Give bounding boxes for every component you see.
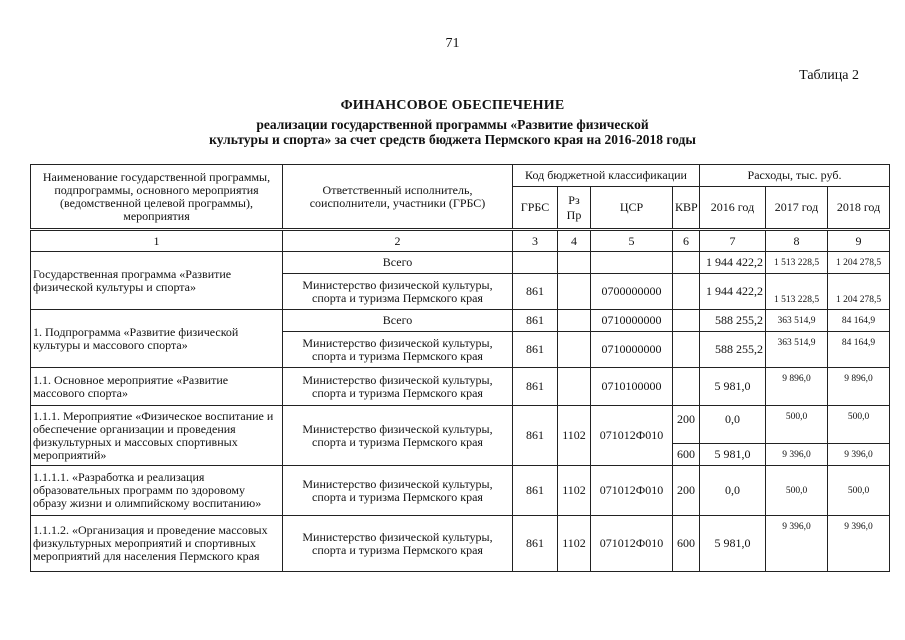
header-row (31, 165, 890, 187)
grbs-code: 861 (513, 516, 558, 572)
financing-table (30, 164, 890, 572)
header-rzpr: Рз Пр (558, 187, 591, 230)
csr-code: 0710000000 (591, 310, 673, 332)
amount-2016: 5 981,0 (700, 516, 766, 572)
table-row (31, 406, 890, 444)
grbs-code: 861 (513, 466, 558, 516)
kvr-code: 200 (673, 466, 700, 516)
measure-name: 1.1.1.2. «Организация и проведение массовых физкультурных мероприятий и спортивных мероприятий для населения Пермского края (31, 516, 283, 572)
table-row (31, 252, 890, 274)
executor: Министерство физической культуры, спорта и туризма Пермского края (283, 274, 513, 310)
table-row (31, 368, 890, 406)
header-csr: ЦСР (591, 187, 673, 230)
grbs-code: 861 (513, 332, 558, 368)
amount-2017: 363 514,9 (766, 310, 828, 332)
table-row (31, 310, 890, 332)
csr-code: 071012Ф010 (591, 406, 673, 466)
amount-2016: 5 981,0 (700, 444, 766, 466)
subprogram-name: 1. Подпрограмма «Развитие физической культуры и массового спорта» (31, 310, 283, 368)
table-row (31, 516, 890, 572)
col-number: 7 (700, 230, 766, 252)
total-label: Всего (283, 310, 513, 332)
executor: Министерство физической культуры, спорта и туризма Пермского края (283, 368, 513, 406)
amount-2017: 500,0 (766, 466, 828, 516)
grbs-code: 861 (513, 406, 558, 466)
page-number: 71 (445, 36, 460, 51)
amount-2018: 9 396,0 (828, 516, 890, 572)
header-name: Наименование государственной программы, подпрограммы, основного мероприятия (ведомственной целевой программы), мероприятия (31, 165, 283, 230)
amount-2018: 9 896,0 (828, 368, 890, 406)
amount-2018: 1 204 278,5 (828, 252, 890, 274)
total-label: Всего (283, 252, 513, 274)
csr-code: 071012Ф010 (591, 466, 673, 516)
document-title: ФИНАНСОВОЕ ОБЕСПЕЧЕНИЕ (340, 98, 565, 113)
executor: Министерство физической культуры, спорта и туризма Пермского края (283, 406, 513, 466)
col-number: 3 (513, 230, 558, 252)
amount-2018: 84 164,9 (828, 332, 890, 368)
grbs-code: 861 (513, 310, 558, 332)
table-row (31, 466, 890, 516)
amount-2016: 1 944 422,2 (700, 252, 766, 274)
rzpr-code: 1102 (558, 406, 591, 466)
grbs-code: 861 (513, 368, 558, 406)
col-number: 1 (31, 230, 283, 252)
amount-2016: 0,0 (700, 406, 766, 444)
amount-2017: 9 896,0 (766, 368, 828, 406)
amount-2017: 500,0 (766, 406, 828, 444)
amount-2017: 9 396,0 (766, 444, 828, 466)
header-2016: 2016 год (700, 187, 766, 230)
csr-code: 071012Ф010 (591, 516, 673, 572)
amount-2018: 500,0 (828, 466, 890, 516)
header-expenses: Расходы, тыс. руб. (700, 165, 890, 187)
amount-2016: 0,0 (700, 466, 766, 516)
col-number: 6 (673, 230, 700, 252)
col-number: 4 (558, 230, 591, 252)
executor: Министерство физической культуры, спорта и туризма Пермского края (283, 332, 513, 368)
amount-2018: 9 396,0 (828, 444, 890, 466)
header-2017: 2017 год (766, 187, 828, 230)
header-kbk: Код бюджетной классификации (513, 165, 700, 187)
measure-name: 1.1.1.1. «Разработка и реализация образовательных программ по здоровому образу жизни и олимпийскому воспитанию» (31, 466, 283, 516)
executor: Министерство физической культуры, спорта и туризма Пермского края (283, 466, 513, 516)
amount-2018: 500,0 (828, 406, 890, 444)
col-number: 8 (766, 230, 828, 252)
table-label: Таблица 2 (799, 68, 859, 83)
col-number: 5 (591, 230, 673, 252)
amount-2017: 1 513 228,5 (766, 274, 828, 310)
amount-2016: 588 255,2 (700, 332, 766, 368)
amount-2016: 5 981,0 (700, 368, 766, 406)
amount-2017: 363 514,9 (766, 332, 828, 368)
csr-code: 0700000000 (591, 274, 673, 310)
rzpr-code: 1102 (558, 516, 591, 572)
amount-2017: 9 396,0 (766, 516, 828, 572)
subtitle-line-1: реализации государственной программы «Развитие физической (256, 117, 649, 132)
amount-2017: 1 513 228,5 (766, 252, 828, 274)
col-number: 9 (828, 230, 890, 252)
kvr-code: 200 (673, 406, 700, 444)
document-subtitle (0, 117, 905, 147)
header-executor: Ответственный исполнитель, соисполнители, участники (ГРБС) (283, 165, 513, 230)
rzpr-code: 1102 (558, 466, 591, 516)
kvr-code: 600 (673, 444, 700, 466)
kvr-code: 600 (673, 516, 700, 572)
col-number: 2 (283, 230, 513, 252)
column-number-row (31, 230, 890, 252)
csr-code: 0710100000 (591, 368, 673, 406)
amount-2018: 1 204 278,5 (828, 274, 890, 310)
activity-name: 1.1. Основное мероприятие «Развитие массового спорта» (31, 368, 283, 406)
measure-name: 1.1.1. Мероприятие «Физическое воспитание и обеспечение организации и проведения физкультурных и массовых спортивных мероприятий» (31, 406, 283, 466)
amount-2016: 1 944 422,2 (700, 274, 766, 310)
program-name: Государственная программа «Развитие физической культуры и спорта» (31, 252, 283, 310)
executor: Министерство физической культуры, спорта и туризма Пермского края (283, 516, 513, 572)
amount-2016: 588 255,2 (700, 310, 766, 332)
grbs-code: 861 (513, 274, 558, 310)
header-kvr: КВР (673, 187, 700, 230)
amount-2018: 84 164,9 (828, 310, 890, 332)
subtitle-line-2: культуры и спорта» за счет средств бюджета Пермского края на 2016-2018 годы (209, 132, 696, 147)
header-grbs: ГРБС (513, 187, 558, 230)
header-2018: 2018 год (828, 187, 890, 230)
csr-code: 0710000000 (591, 332, 673, 368)
